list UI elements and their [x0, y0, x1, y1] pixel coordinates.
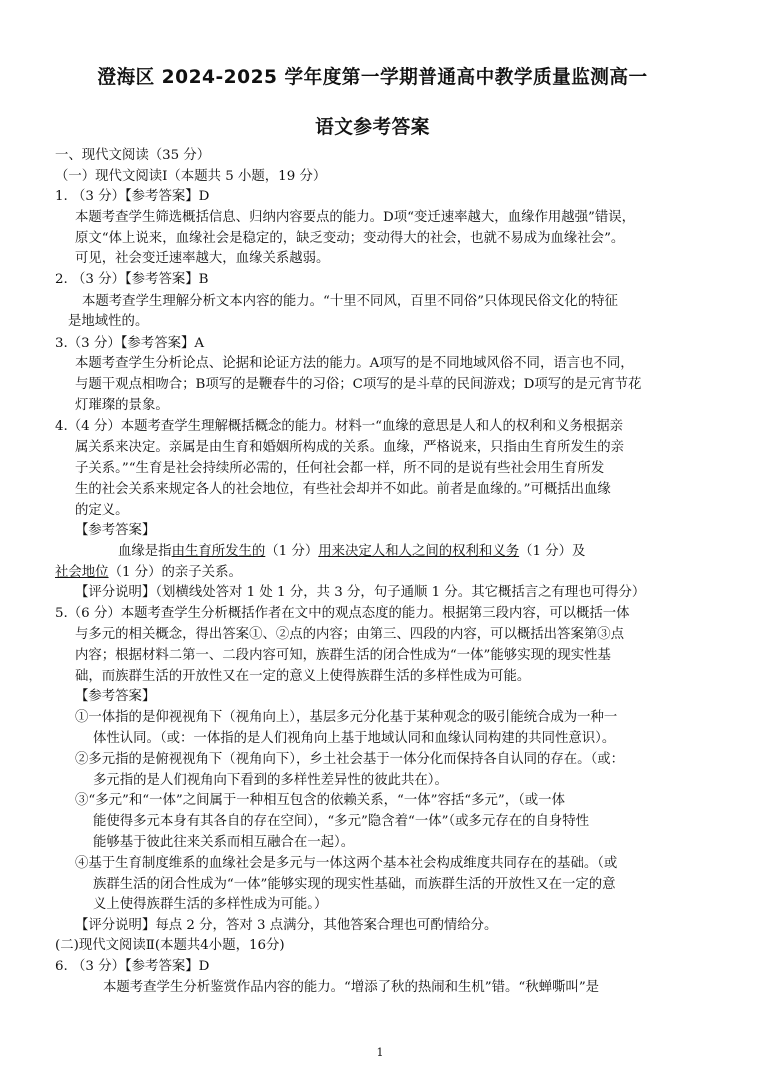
document-subtitle: 语文参考答案: [315, 116, 430, 138]
text-line: 【参考答案】: [75, 523, 156, 538]
text-line: 属关系来决定。亲属是由生育和婚姻所构成的关系。血缘，严格说来，只指由生育所发生的亲: [75, 440, 625, 455]
answer-4-line-1: [118, 541, 585, 562]
text-line: 多元指的是人们视角向下看到的多样性差异性的彼此共在）。: [93, 773, 448, 788]
page-number: 1: [376, 1046, 384, 1059]
text-line: ①一体指的是仰视视角下（视角向上），基层多元分化基于某种观念的吸引能统合成为一种一: [75, 710, 618, 725]
text-line: 本题考查学生分析论点、论据和论证方法的能力。A项写的是不同地域风俗不同，语言也不同，: [75, 356, 634, 371]
text-line: 生的社会关系来规定各人的社会地位，有些社会却并不如此。前者是血缘的。”可概括出血缘: [75, 482, 611, 497]
text-line: 本题考查学生分析鉴赏作品内容的能力。“增添了秋的热闹和生机”错。“秋蝉嘶叫”是: [103, 980, 600, 995]
answer-text: （1 分）: [265, 544, 319, 559]
text-line: 子关系。”“生育是社会持续所必需的，任何社会都一样，所不同的是说有些社会用生育所发: [75, 461, 605, 476]
text-line: 【评分说明】每点 2 分，答对 3 点满分，其他答案合理也可酌情给分。: [75, 918, 498, 933]
text-line: 内容；根据材料二第一、二段内容可知，族群生活的闭合性成为“一体”能够实现的现实性基: [75, 648, 611, 663]
answer-text: （1 分）及: [519, 544, 586, 559]
answer-text: 血缘是指: [118, 544, 172, 559]
text-line: 6. （3 分）【参考答案】D: [55, 959, 210, 974]
document-title: 澄海区 2024-2025 学年度第一学期普通高中教学质量监测高一: [97, 66, 648, 88]
text-line: 原文“体上说来，血缘社会是稳定的，缺乏变动；变动得大的社会，也就不易成为血缘社会”。: [75, 231, 625, 246]
text-line: (二)现代文阅读Ⅱ(本题共4小题，16分): [55, 938, 285, 953]
text-line: 灯璀璨的景象。: [75, 398, 169, 413]
text-line: 4.（4 分）本题考查学生理解概括概念的能力。材料一“血缘的意思是人和人的权利和义务根据亲: [55, 419, 624, 434]
text-line: 3.（3 分）【参考答案】A: [55, 336, 205, 351]
text-line: 体性认同。（或：一体指的是人们视角向上基于地域认同和血缘认同构建的共同性意识）。: [93, 731, 616, 746]
text-line: 1. （3 分）【参考答案】D: [55, 189, 210, 204]
text-line: 可见，社会变迁速率越大，血缘关系越弱。: [75, 251, 330, 266]
text-line: （一）现代文阅读Ⅰ（本题共 5 小题，19 分）: [55, 169, 327, 184]
underlined-key-point: 由生育所发生的: [171, 544, 266, 559]
text-line: 5.（6 分）本题考查学生分析概括作者在文中的观点态度的能力。根据第三段内容，可以概括一体: [55, 606, 630, 621]
text-line: 义上使得族群生活的多样性成为可能。）: [93, 897, 328, 912]
text-line: ④基于生育制度维系的血缘社会是多元与一体这两个基本社会构成维度共同存在的基础。（或: [75, 856, 618, 871]
text-line: ③“多元”和“一体”之间属于一种相互包含的依赖关系，“一体”容括“多元”，（或一体: [75, 793, 565, 808]
text-line: 的定义。: [75, 503, 129, 518]
text-line: 与题干观点相吻合；B项写的是鞭春牛的习俗；C项写的是斗草的民间游戏；D项写的是元宵节花: [75, 377, 642, 392]
text-line: 与多元的相关概念，得出答案①、②点的内容；由第三、四段的内容，可以概括出答案第③点: [75, 627, 625, 642]
text-line: 础，而族群生活的开放性又在一定的意义上使得族群生活的多样性成为可能。: [75, 669, 531, 684]
text-line: 本题考查学生筛选概括信息、归纳内容要点的能力。D项“变迁速率越大，血缘作用越强”错误，: [75, 210, 636, 225]
text-line: 【评分说明】（划横线处答对 1 处 1 分，共 3 分，句子通顺 1 分。其它概括言之有理也可得分）: [75, 585, 646, 600]
text-line: 【参考答案】: [75, 689, 156, 704]
text-line: 能使得多元本身有其各自的存在空间），“多元”隐含着“一体”（或多元存在的自身特性: [93, 814, 590, 829]
text-line: 2. （3 分）【参考答案】B: [55, 272, 209, 287]
text-line: 是地域性的。: [68, 314, 149, 329]
text-line: 族群生活的闭合性成为“一体”能够实现的现实性基础，而族群生活的开放性又在一定的意: [93, 877, 616, 892]
text-line: 能够基于彼此往来关系而相互融合在一起）。: [93, 835, 355, 850]
underlined-key-point: 社会地位: [55, 565, 109, 580]
text-line: 本题考查学生理解分析文本内容的能力。“十里不同风，百里不同俗”只体现民俗文化的特征: [82, 294, 618, 309]
answer-text: （1 分）的亲子关系。: [108, 565, 242, 580]
text-line: ②多元指的是俯视视角下（视角向下），乡土社会基于一体分化而保持各自认同的存在。（或：: [75, 752, 625, 767]
underlined-key-point: 用来决定人和人之间的权利和义务: [318, 544, 520, 559]
answer-4-line-2: [55, 562, 242, 583]
text-line: 一、现代文阅读（35 分）: [55, 148, 211, 163]
